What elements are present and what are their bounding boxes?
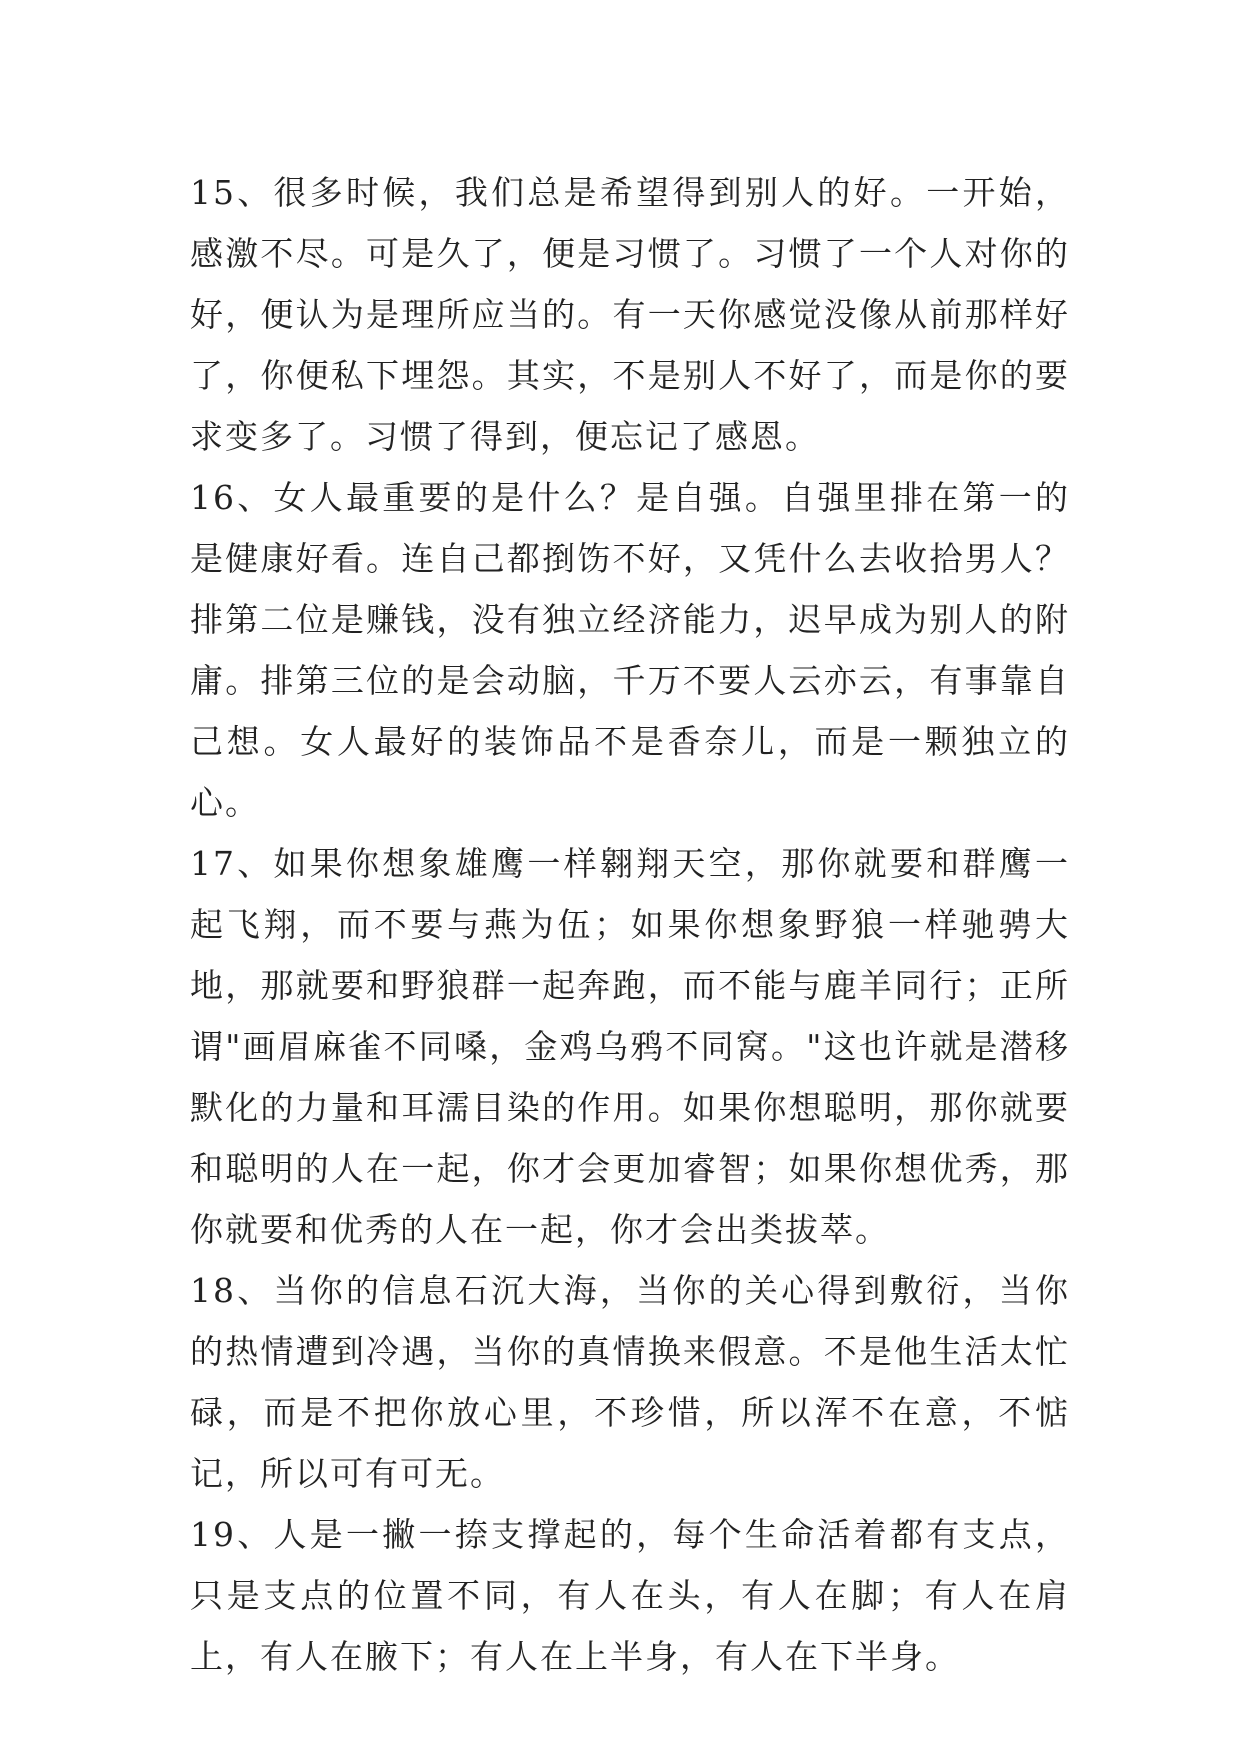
paragraph-16: 16、女人最重要的是什么？是自强。自强里排在第一的是健康好看。连自己都捯饬不好，又凭什么去收拾男人？排第二位是赚钱，没有独立经济能力，迟早成为别人的附庸。排第三位的是会动脑，千万不要人云亦云，有事靠自己想。女人最好的装饰品不是香奈儿，而是一颗独立的心。 xyxy=(190,478,1070,822)
paragraph-18: 18、当你的信息石沉大海，当你的关心得到敷衍，当你的热情遭到冷遇，当你的真情换来假意。不是他生活太忙碌，而是不把你放心里，不珍惜，所以浑不在意，不惦记，所以可有可无。 xyxy=(190,1271,1070,1493)
document-body xyxy=(190,162,1070,1687)
paragraph-15: 15、很多时候，我们总是希望得到别人的好。一开始，感激不尽。可是久了，便是习惯了。习惯了一个人对你的好，便认为是理所应当的。有一天你感觉没像从前那样好了，你便私下埋怨。其实，不是别人不好了，而是你的要求变多了。习惯了得到，便忘记了感恩。 xyxy=(190,173,1070,456)
paragraph-17: 17、如果你想象雄鹰一样翱翔天空，那你就要和群鹰一起飞翔，而不要与燕为伍；如果你想象野狼一样驰骋大地，那就要和野狼群一起奔跑，而不能与鹿羊同行；正所谓"画眉麻雀不同嗓，金鸡乌鸦不同窝。"这也许就是潜移默化的力量和耳濡目染的作用。如果你想聪明，那你就要和聪明的人在一起，你才会更加睿智；如果你想优秀，那你就要和优秀的人在一起，你才会出类拔萃。 xyxy=(190,844,1070,1249)
paragraph-19: 19、人是一撇一捺支撑起的，每个生命活着都有支点，只是支点的位置不同，有人在头，有人在脚；有人在肩上，有人在腋下；有人在上半身，有人在下半身。 xyxy=(190,1515,1070,1676)
